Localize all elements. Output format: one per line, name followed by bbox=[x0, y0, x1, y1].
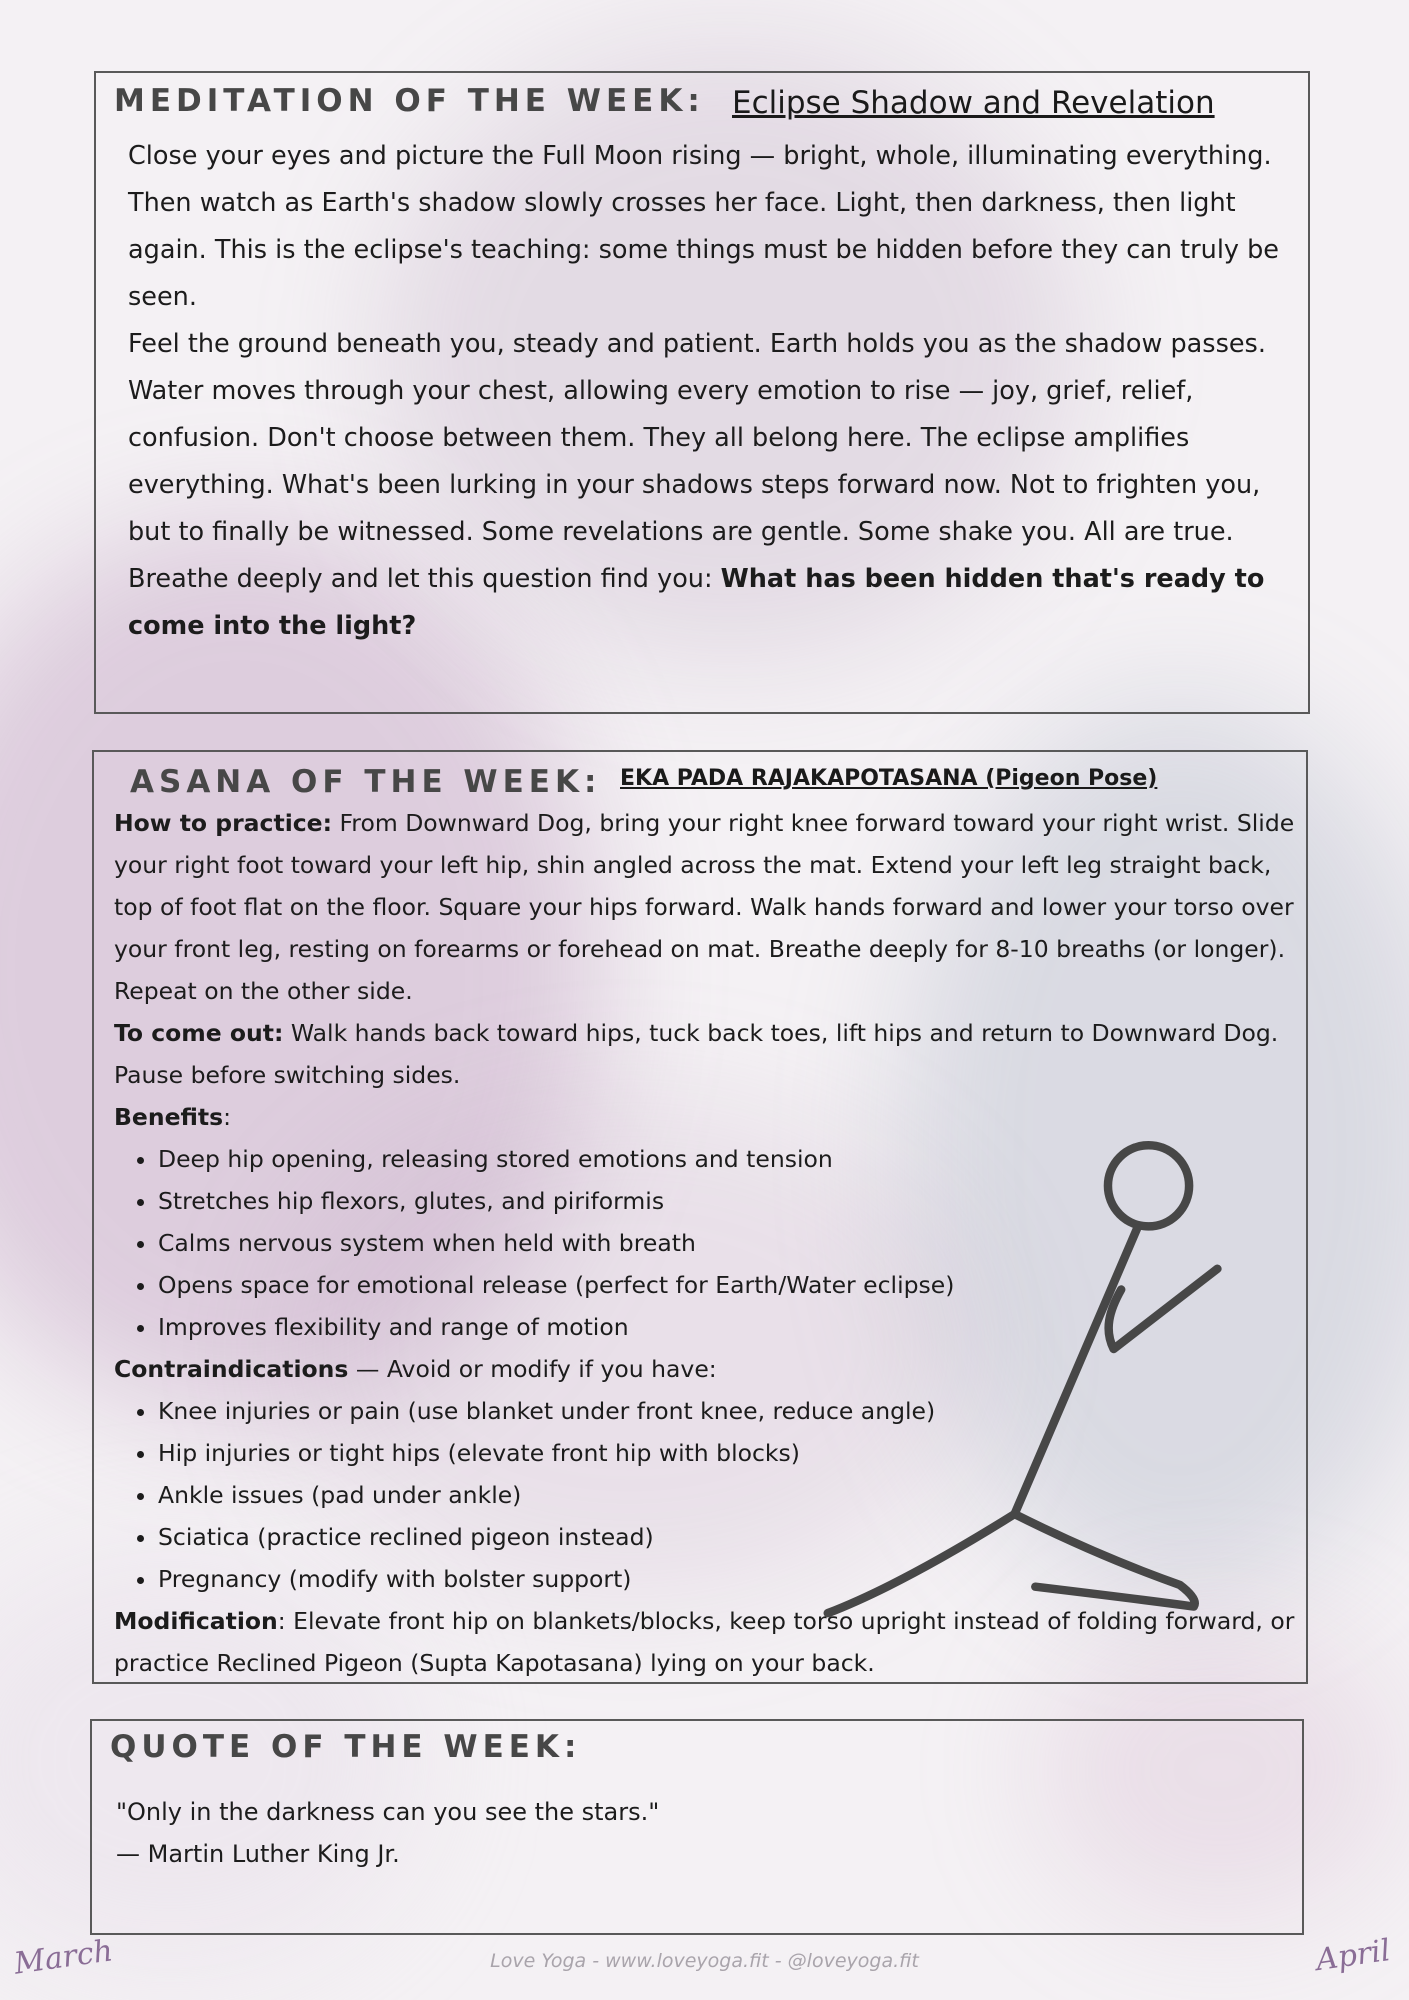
list-item: • Opens space for emotional release (perfect for Earth/Water eclipse) bbox=[158, 1264, 1299, 1306]
april-script-label: April bbox=[1313, 1932, 1393, 1979]
list-item: • Ankle issues (pad under ankle) bbox=[158, 1474, 1299, 1516]
figure-head bbox=[1108, 1145, 1189, 1226]
come-out-instructions bbox=[114, 1012, 1299, 1096]
quote-body bbox=[116, 1791, 1266, 1875]
meditation-paragraph: Feel the ground beneath you, steady and patient. Earth holds you as the shadow passes. Water moves through your chest, allowing every emotion to rise — joy, grief, relief, confusion. Don't choose between them. They all belong here. The eclipse amplifies everything. What's been lurking in your shadows steps forward now. Not to frighten you, but to finally be witnessed. Some revelations are gentle. Some shake you. All are true. bbox=[128, 329, 1266, 547]
meditation-paragraph: Close your eyes and picture the Full Moon rising — bright, whole, illuminating everything. Then watch as Earth's shadow slowly crosses her face. Light, then darkness, then light again. This is the eclipse's teaching: some things must be hidden before they can truly be seen. bbox=[128, 141, 1279, 312]
asana-panel bbox=[92, 750, 1308, 1684]
benefits-heading: Benefits: bbox=[114, 1103, 232, 1131]
list-item: • Calms nervous system when held with breath bbox=[158, 1222, 1299, 1264]
contraindications-label: Contraindications bbox=[114, 1355, 349, 1383]
march-script-label: March bbox=[12, 1933, 116, 1982]
figure-back-leg bbox=[828, 1514, 1015, 1613]
figure-spine bbox=[1015, 1228, 1138, 1514]
asana-heading: ASANA OF THE WEEK: bbox=[130, 764, 602, 800]
modification-label: Modification bbox=[114, 1607, 278, 1635]
list-item: • Stretches hip flexors, glutes, and piriformis bbox=[158, 1180, 1299, 1222]
quote-heading: QUOTE OF THE WEEK: bbox=[110, 1729, 582, 1765]
stick-figure bbox=[828, 1145, 1218, 1613]
meditation-body bbox=[128, 133, 1298, 650]
practice-instructions bbox=[114, 802, 1299, 1012]
benefits-label: Benefits bbox=[114, 1103, 224, 1131]
meditation-heading: MEDITATION OF THE WEEK: bbox=[114, 83, 705, 119]
practice-text: From Downward Dog, bring your right knee forward toward your right wrist. Slide your right foot toward your left hip, shin angled across the mat. Extend your left leg straight back, top of foot flat on the floor. Square your hips forward. Walk hands forward and lower your torso over your front leg, resting on forearms or forehead on mat. Breathe deeply for 8-10 breaths (or longer). Repeat on the other side. bbox=[114, 809, 1295, 1005]
meditation-question-lead: Breathe deeply and let this question find you: bbox=[128, 564, 721, 594]
meditation-subtitle: Eclipse Shadow and Revelation bbox=[732, 85, 1215, 121]
figure-arm bbox=[1109, 1269, 1218, 1349]
pigeon-pose-stick-figure-icon bbox=[794, 1132, 1254, 1632]
footer-credit: Love Yoga - www.loveyoga.fit - @loveyoga.fit bbox=[490, 1950, 919, 1972]
figure-front-leg bbox=[1015, 1514, 1195, 1606]
list-item: • Improves flexibility and range of motion bbox=[158, 1306, 1299, 1348]
come-out-label: To come out: bbox=[114, 1019, 284, 1047]
quote-panel bbox=[90, 1719, 1304, 1935]
meditation-panel bbox=[94, 71, 1310, 714]
list-item: • Hip injuries or tight hips (elevate front hip with blocks) bbox=[158, 1432, 1299, 1474]
quote-author: — Martin Luther King Jr. bbox=[116, 1840, 400, 1868]
practice-label: How to practice: bbox=[114, 809, 333, 837]
meditation-paragraph bbox=[128, 556, 1298, 650]
list-item: • Sciatica (practice reclined pigeon instead) bbox=[158, 1516, 1299, 1558]
list-item: • Pregnancy (modify with bolster support) bbox=[158, 1558, 1299, 1600]
list-item: • Knee injuries or pain (use blanket under front knee, reduce angle) bbox=[158, 1390, 1299, 1432]
come-out-text: Walk hands back toward hips, tuck back toes, lift hips and return to Downward Dog. Pause before switching sides. bbox=[114, 1019, 1279, 1089]
list-item: • Deep hip opening, releasing stored emotions and tension bbox=[158, 1138, 1299, 1180]
modification-text: : Elevate front hip on blankets/blocks, keep torso upright instead of folding forward, or practice Reclined Pigeon (Supta Kapotasana) lying on your back. bbox=[114, 1607, 1295, 1677]
meditation-question: What has been hidden that's ready to come into the light? bbox=[128, 564, 1265, 641]
asana-subtitle: EKA PADA RAJAKAPOTASANA (Pigeon Pose) bbox=[620, 766, 1158, 791]
quote-text: "Only in the darkness can you see the stars." bbox=[116, 1798, 660, 1826]
contraindications-text: — Avoid or modify if you have: bbox=[348, 1355, 717, 1383]
